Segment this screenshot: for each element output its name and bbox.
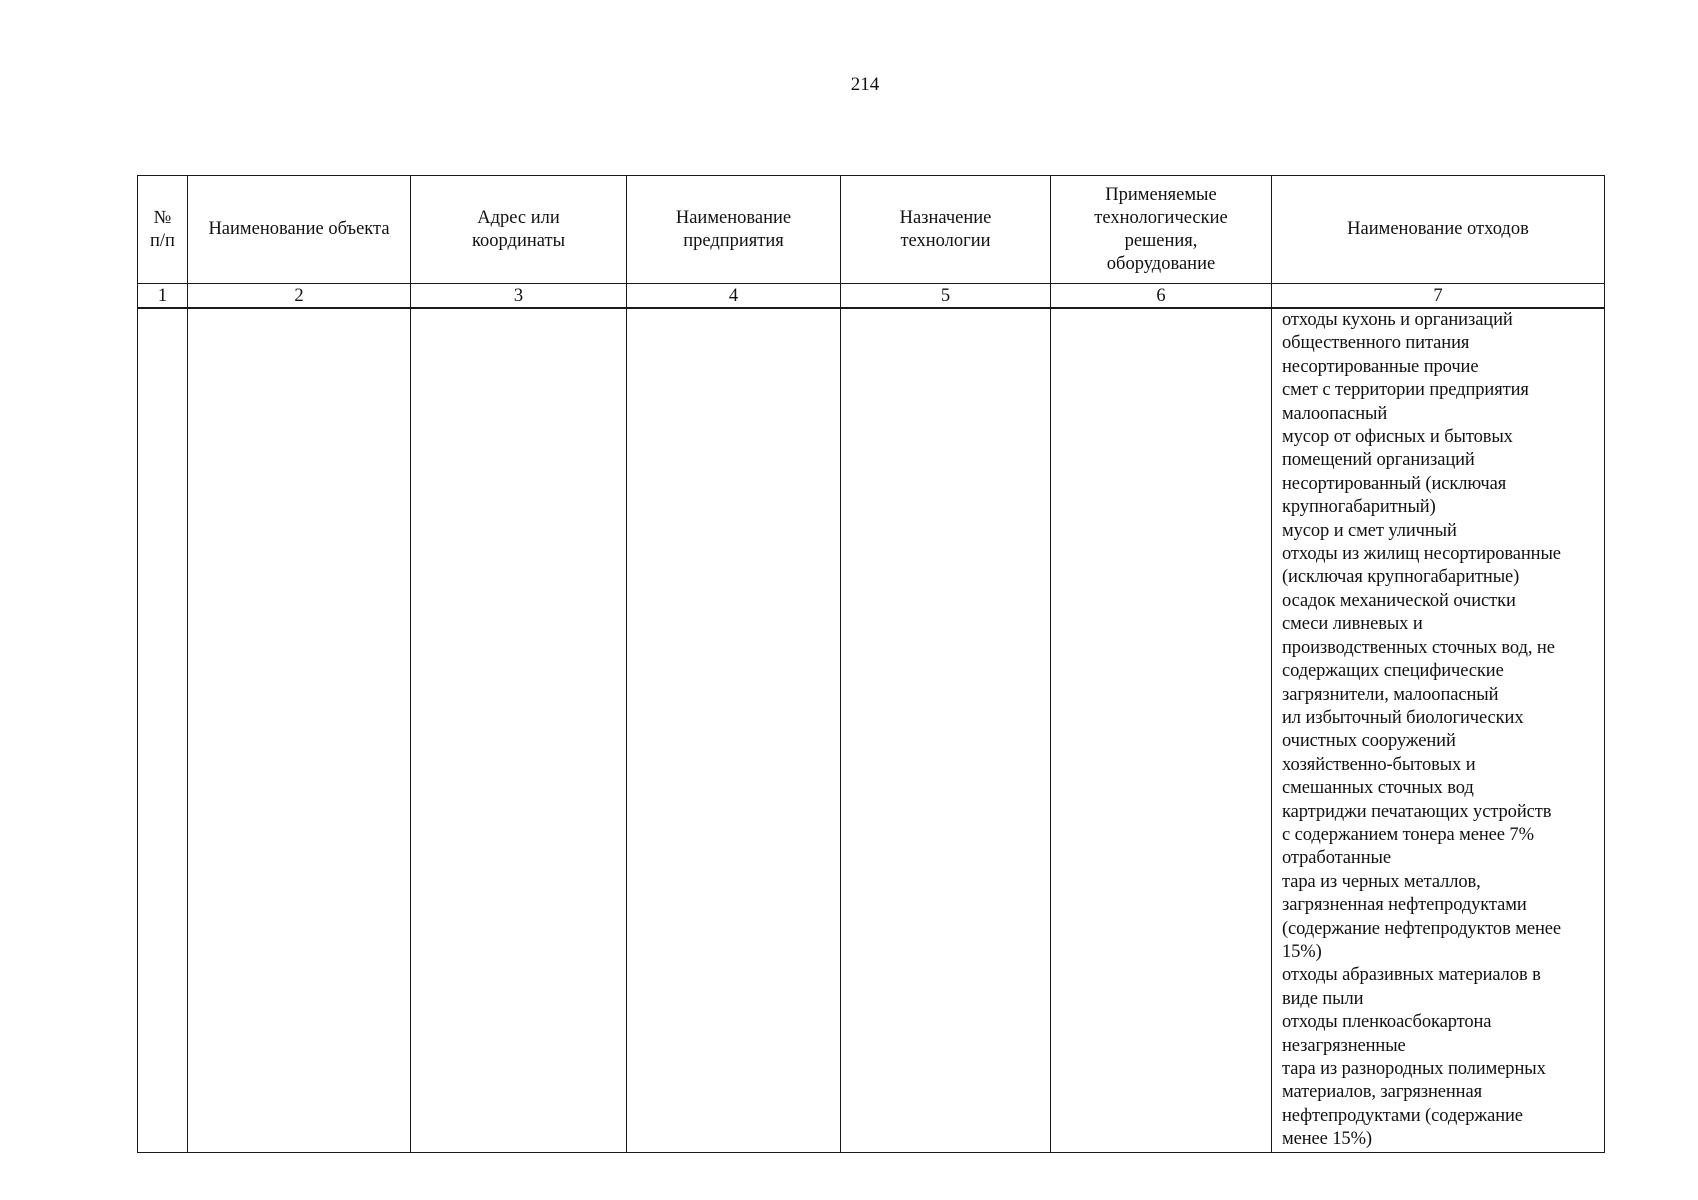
column-number-6: 6 (1051, 284, 1272, 309)
column-number-4: 4 (627, 284, 841, 309)
cell-object-name (188, 308, 411, 1152)
page-number: 214 (850, 74, 880, 95)
waste-item: отходы из жилищ несортированные (исключая крупногабаритные) (1282, 544, 1561, 588)
waste-item: смет с территории предприятия малоопасный (1282, 380, 1529, 424)
cell-waste-names (1272, 308, 1605, 1152)
waste-item: мусор и смет уличный (1282, 520, 1457, 541)
header-num: № п/п (138, 176, 188, 284)
column-number-1: 1 (138, 284, 188, 309)
table-header-row (138, 176, 1605, 284)
waste-item: ил избыточный биологических очистных сооружений хозяйственно-бытовых и смешанных сточных вод (1282, 707, 1524, 799)
waste-item: отходы абразивных материалов в виде пыли (1282, 965, 1541, 1009)
column-number-2: 2 (188, 284, 411, 309)
waste-item: картриджи печатающих устройств с содержанием тонера менее 7% отработанные (1282, 801, 1552, 869)
header-object-name: Наименование объекта (188, 176, 411, 284)
header-address: Адрес или координаты (411, 176, 627, 284)
table-row (138, 308, 1605, 1152)
cell-enterprise-name (627, 308, 841, 1152)
column-number-5: 5 (841, 284, 1051, 309)
cell-num (138, 308, 188, 1152)
waste-item: тара из разнородных полимерных материалов, загрязненная нефтепродуктами (содержание менее 15%) (1282, 1059, 1546, 1150)
waste-item: мусор от офисных и бытовых помещений организаций несортированный (исключая крупногабаритный) (1282, 427, 1513, 518)
waste-item: отходы пленкоасбокартона незагрязненные (1282, 1012, 1492, 1056)
cell-address (411, 308, 627, 1152)
header-technology-purpose: Назначение технологии (841, 176, 1051, 284)
header-waste-names: Наименование отходов (1272, 176, 1605, 284)
waste-item: осадок механической очистки смеси ливневых и производственных сточных вод, не содержащих специфические загрязнители, малоопасный (1282, 590, 1555, 705)
cell-technological-solutions (1051, 308, 1272, 1152)
column-number-row (138, 284, 1605, 309)
waste-item: отходы кухонь и организаций общественного питания несортированные прочие (1282, 310, 1513, 377)
header-enterprise-name: Наименование предприятия (627, 176, 841, 284)
cell-technology-purpose (841, 308, 1051, 1152)
column-number-7: 7 (1272, 284, 1605, 309)
waste-list (1272, 309, 1604, 1152)
header-technological-solutions: Применяемые технологические решения, оборудование (1051, 176, 1272, 284)
waste-objects-table (137, 175, 1605, 1153)
waste-item: тара из черных металлов, загрязненная нефтепродуктами (содержание нефтепродуктов менее 15%) (1282, 871, 1561, 962)
column-number-3: 3 (411, 284, 627, 309)
